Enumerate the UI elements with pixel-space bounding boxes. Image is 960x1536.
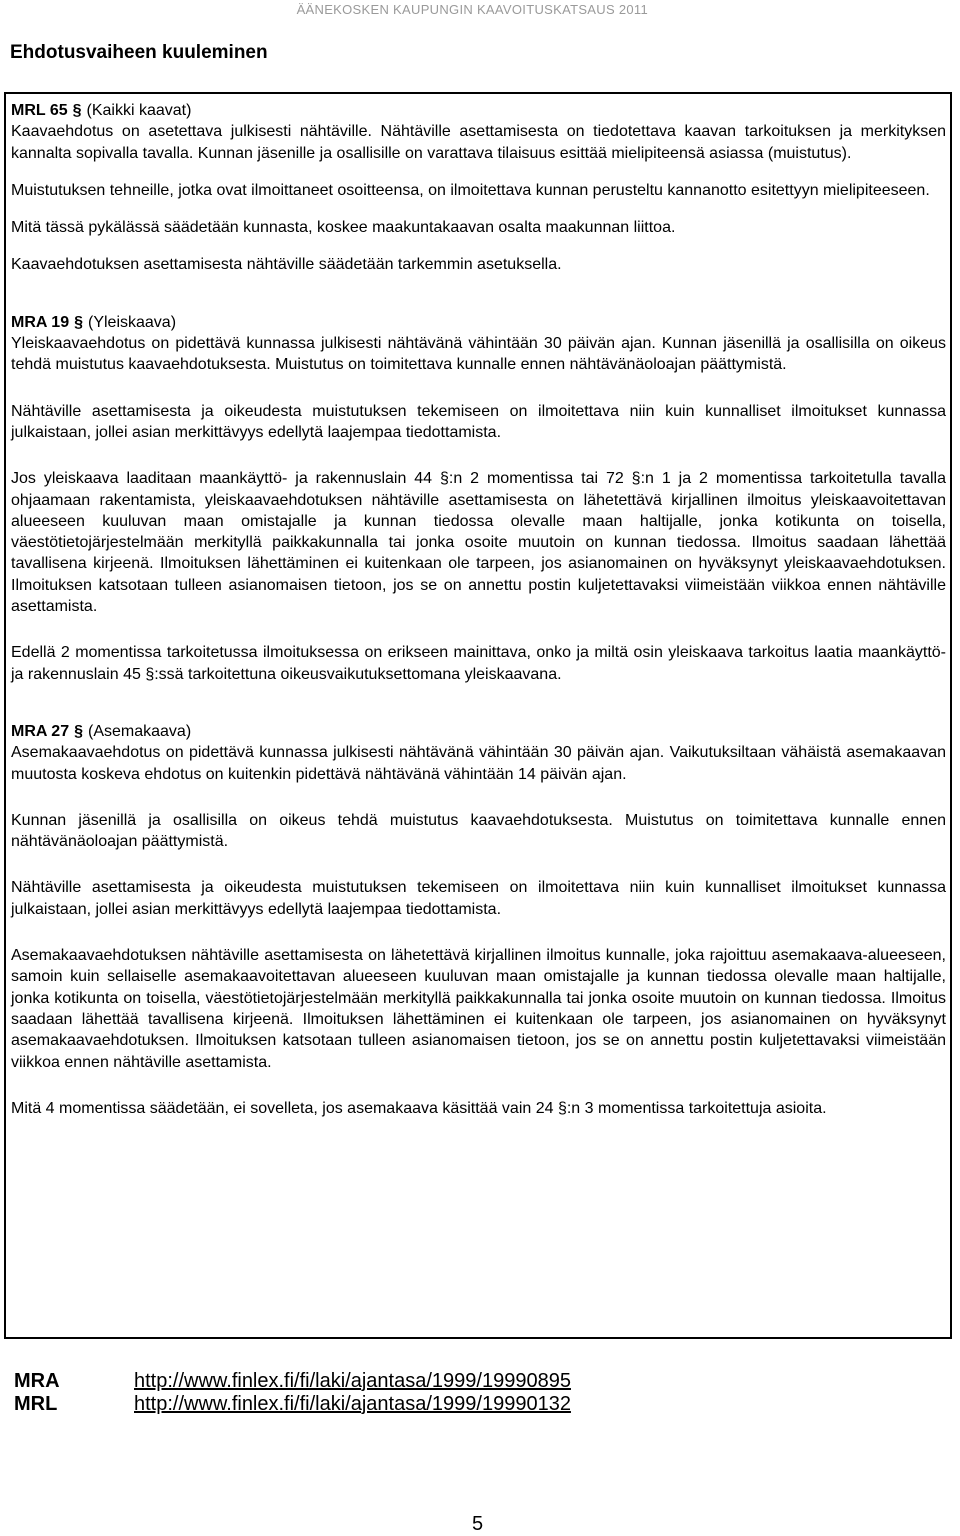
- reference-link[interactable]: http://www.finlex.fi/fi/laki/ajantasa/1999/19990132: [134, 1393, 571, 1415]
- document-header: ÄÄNEKOSKEN KAUPUNGIN KAAVOITUSKATSAUS 2011: [296, 2, 648, 17]
- mra27-paragraph-1: Asemakaavaehdotus on pidettävä kunnassa julkisesti nähtävänä vähintään 30 päivän ajan. Vaikutuksiltaan vähäistä asemakaavan muutosta koskeva ehdotus on kuitenkin pidettävä nähtävänä vähintään 14 päivän ajan.: [11, 744, 946, 783]
- paragraph-icon: §: [74, 722, 83, 740]
- mra27-paragraph-4: Asemakaavaehdotuksen nähtäville asettamisesta on lähetettävä kirjallinen ilmoitus kunnalle, joka rajoittuu asemakaava-alueeseen, samoin kuin sellaiselle asemakaavoitettavan alueeseen kuuluvan maan omistajalle ja kunnan tiedossa olevalle maan haltijalle, jonka kotikunta on toisella, väestötietojärjestelmään merkityllä paikkakunnalla tai jonka osoite muutoin on kunnan tiedossa. Ilmoitus saadaan lähettää tavallisena kirjeenä. Ilmoituksen lähettäminen ei kuitenkaan ole tarpeen, jos asianomainen on hyväksynyt asemakaavaehdotuksen. Ilmoituksen katsotaan tulleen asianomaisen tietoon, jos se on annettu postin kuljetettavaksi viimeistään viikkoa ennen nähtäville asettamista.: [11, 947, 946, 1071]
- page-number: 5: [472, 1513, 484, 1535]
- mrl65-code: MRL 65: [11, 102, 68, 119]
- legal-text-box: [4, 92, 952, 1339]
- legal-text-content: [11, 100, 946, 1119]
- mrl65-scope: (Kaikki kaavat): [86, 102, 192, 119]
- mra27-paragraph-5: Mitä 4 momentissa säädetään, ei sovelleta, jos asemakaava käsittää vain 24 §:n 3 momentissa tarkoitettuja asioita.: [11, 1099, 827, 1117]
- mra19-code: MRA 19: [11, 313, 70, 331]
- mrl65-paragraph-3: Mitä tässä pykälässä säädetään kunnasta, koskee maakuntakaavan osalta maakunnan liittoa.: [11, 219, 676, 237]
- mra27-paragraph-3: Nähtäville asettamisesta ja oikeudesta muistutuksen tekemiseen on ilmoitettava niin kuin kunnalliset ilmoitukset kunnassa julkaistaan, jollei asian merkittävyys edellytä laajempaa tiedottamista.: [11, 879, 946, 918]
- mrl65-paragraph-2: Muistutuksen tehneille, jotka ovat ilmoittaneet osoitteensa, on ilmoitettava kunnan perusteltu kannanotto esitettyyn mielipiteeseen.: [11, 181, 930, 199]
- mra19-scope: (Yleiskaava): [88, 313, 177, 331]
- reference-key: MRL: [14, 1393, 58, 1415]
- reference-row: [14, 1370, 571, 1393]
- paragraph-icon: §: [74, 313, 83, 331]
- mrl65-paragraph-4: Kaavaehdotuksen asettamisesta nähtäville säädetään tarkemmin asetuksella.: [11, 256, 562, 274]
- section-title: Ehdotusvaiheen kuuleminen: [10, 42, 268, 63]
- mra19-paragraph-3: Jos yleiskaava laaditaan maankäyttö- ja rakennuslain 44 §:n 2 momentissa tai 72 §:n 1 ja 2 momentissa tarkoitetulla tavalla ohjaamaan rakentamista, yleiskaavaehdotuksen nähtäville asettamisesta on lähetettävä kirjallinen ilmoitus yleiskaavoitettavan alueeseen kuuluvan maan omistajalle ja kunnan tiedossa olevalle maan haltijalle, jonka kotikunta on toisella, väestötietojärjestelmään merkityllä paikkakunnalla tai jonka osoite muutoin on kunnan tiedossa. Ilmoitus saadaan lähettää tavallisena kirjeenä. Ilmoituksen lähettäminen ei kuitenkaan ole tarpeen, jos asianomainen on hyväksynyt yleiskaavaehdotuksen. Ilmoituksen katsotaan tulleen asianomaisen tietoon, jos se on annettu postin kuljetettavaksi viimeistään viikkoa ennen nähtäville asettamista.: [11, 470, 946, 616]
- mra27-scope: (Asemakaava): [88, 722, 192, 740]
- reference-links: [14, 1370, 571, 1416]
- mra19-heading: [11, 312, 946, 333]
- mrl65-paragraph-1: Kaavaehdotus on asetettava julkisesti nähtäville. Nähtäville asettamisesta on tiedotettava kaavan tarkoituksen ja merkityksen kannalta sopivalla tavalla. Kunnan jäsenille ja osallisille on varattava tilaisuus esittää mielipiteensä asiassa (muistutus).: [11, 123, 946, 162]
- mra19-paragraph-2: Nähtäville asettamisesta ja oikeudesta muistutuksen tekemiseen on ilmoitettava niin kuin kunnalliset ilmoitukset kunnassa julkaistaan, jollei asian merkittävyys edellytä laajempaa tiedottamista.: [11, 402, 946, 441]
- mrl65-heading: [11, 100, 946, 121]
- mra19-paragraph-4: Edellä 2 momentissa tarkoitetussa ilmoituksessa on erikseen mainittava, onko ja miltä osin yleiskaava tarkoitus laatia maankäyttö- ja rakennuslain 45 §:ssä tarkoitettuna oikeusvaikutuksettomana yleiskaavana.: [11, 644, 946, 683]
- reference-row: [14, 1393, 571, 1416]
- reference-key: MRA: [14, 1370, 60, 1392]
- mra27-heading: [11, 721, 946, 742]
- paragraph-icon: §: [72, 102, 82, 119]
- mra19-paragraph-1: Yleiskaavaehdotus on pidettävä kunnassa julkisesti nähtävänä vähintään 30 päivän ajan. Kunnan jäsenillä ja osallisilla on oikeus tehdä muistutus kaavaehdotuksesta. Muistutus on toimitettava kunnalle ennen nähtävänäoloajan päättymistä.: [11, 335, 946, 374]
- mra27-paragraph-2: Kunnan jäsenillä ja osallisilla on oikeus tehdä muistutus kaavaehdotuksesta. Muistutus on toimitettava kunnalle ennen nähtävänäoloajan päättymistä.: [11, 811, 946, 851]
- reference-link[interactable]: http://www.finlex.fi/fi/laki/ajantasa/1999/19990895: [134, 1370, 571, 1392]
- mra27-code: MRA 27: [11, 722, 70, 740]
